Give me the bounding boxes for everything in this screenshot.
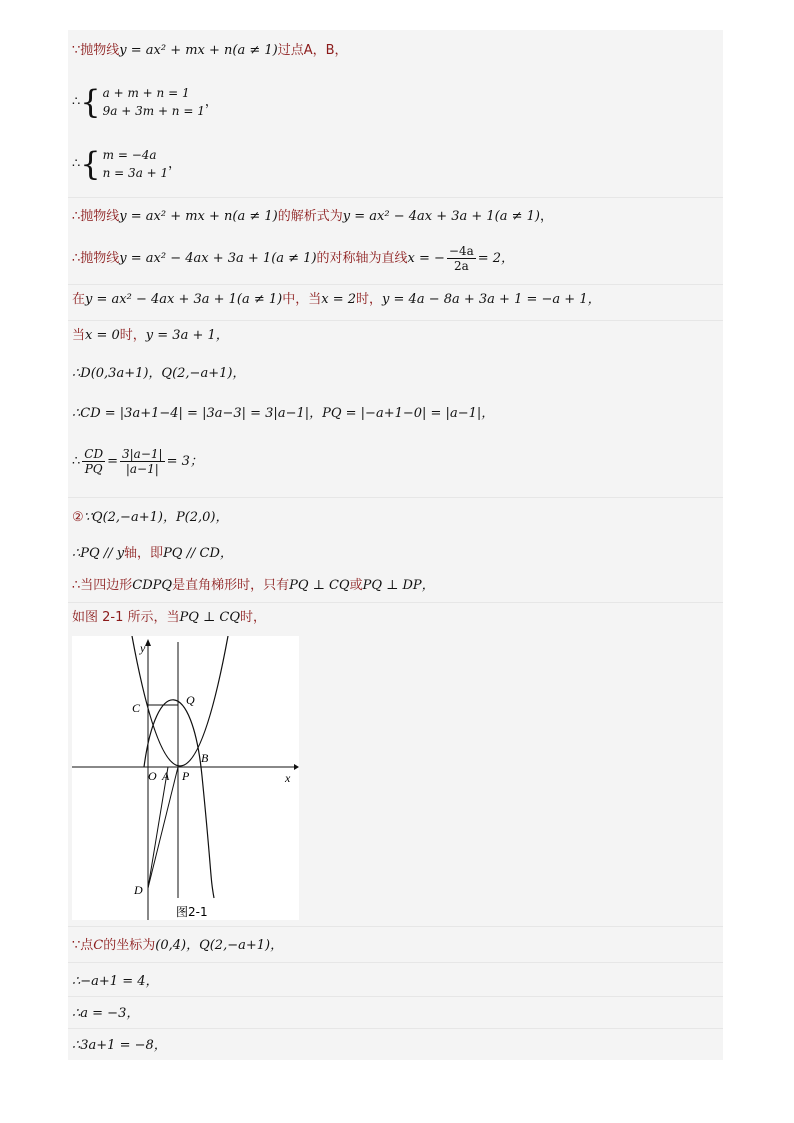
math: y = ax² − 4ax + 3a + 1(a ≠ 1) (342, 209, 540, 224)
line-6 (72, 291, 601, 309)
fraction-cd-pq (82, 447, 105, 476)
math: y = ax² − 4ax + 3a + 1(a ≠ 1) (119, 251, 317, 266)
math-C: C (93, 938, 104, 953)
math: ∴−a+1 = 4， (72, 974, 159, 989)
segment-DA (148, 767, 168, 888)
label-D: D (134, 883, 143, 897)
text: 时， (240, 610, 267, 625)
text: 的解析式为 (277, 209, 343, 224)
label-C: C (132, 701, 141, 715)
math: = 2， (477, 251, 515, 266)
line-10-ratio (72, 447, 203, 476)
text: 在 (72, 292, 86, 307)
equation-2: 9a + 3m + n = 1 (102, 104, 205, 118)
math: y = 3a + 1， (145, 328, 229, 343)
line-17 (72, 1005, 139, 1023)
comma: ， (540, 209, 554, 224)
label-B: B (201, 751, 209, 765)
label-P: P (182, 769, 190, 783)
line-4 (72, 208, 553, 226)
text: 时， (356, 292, 383, 307)
divider (68, 197, 723, 198)
divider (68, 602, 723, 603)
divider (68, 926, 723, 927)
math: PQ ⊥ DP， (362, 578, 435, 593)
line-7 (72, 327, 229, 345)
equation-m: m = −4a (102, 148, 157, 162)
figure-2-1 (72, 636, 299, 920)
text: 轴，即 (124, 546, 164, 561)
divider (68, 996, 723, 997)
parabola-diagram (72, 636, 299, 920)
x-arrow-icon (294, 764, 299, 770)
math: y = ax² − 4ax + 3a + 1(a ≠ 1) (85, 292, 283, 307)
text: ∴抛物线 (72, 209, 120, 224)
text: 的坐标为 (103, 938, 156, 953)
numerator: CD (84, 447, 104, 461)
denominator: |a−1| (125, 462, 159, 476)
therefore-symbol: ∴ (72, 454, 81, 469)
math: PQ // CD， (163, 546, 233, 561)
math: = 3； (166, 454, 203, 469)
math: x = 2 (321, 292, 357, 307)
text: 是直角梯形时，只有 (172, 578, 290, 593)
text: 当 (72, 328, 86, 343)
line-11 (72, 509, 229, 527)
math: x = − (407, 251, 445, 266)
comma: ， (168, 156, 182, 172)
line-1 (72, 42, 348, 60)
line-13 (72, 577, 435, 595)
math: ∴CD = |3a+1−4| = |3a−3| = 3|a−1|，PQ = |−a+1−0| = |a−1|， (72, 406, 495, 421)
fraction (447, 244, 476, 273)
text: ∵点 (72, 938, 94, 953)
divider (68, 962, 723, 963)
math: x = 0 (85, 328, 120, 343)
line-2-system (72, 84, 218, 120)
divider (68, 320, 723, 321)
math: ∴3a+1 = −8， (72, 1038, 167, 1053)
text: 时， (119, 328, 146, 343)
equals: = (107, 454, 118, 469)
line-9-lengths (72, 405, 494, 423)
fraction-abs (120, 447, 165, 476)
y-arrow-icon (145, 639, 151, 646)
numerator: 3|a−1| (122, 447, 163, 461)
math: ∴PQ // y (72, 546, 125, 561)
text: ∴当四边形 (72, 578, 133, 593)
line-5-axis (72, 244, 514, 273)
line-8-points (72, 365, 245, 383)
math-parabola: y = ax² + mx + n(a ≠ 1) (119, 43, 278, 58)
divider (68, 497, 723, 498)
divider (68, 284, 723, 285)
line-3-system (72, 146, 181, 182)
figure-caption: 图2-1 (176, 905, 208, 919)
therefore-symbol: ∴ (72, 156, 81, 172)
label-A: A (162, 769, 170, 783)
equation-n: n = 3a + 1 (102, 166, 169, 180)
math: ∴D(0,3a+1)，Q(2,−a+1)， (72, 366, 246, 381)
math: ∴a = −3， (72, 1006, 140, 1021)
brace: { (80, 83, 101, 121)
label-O: O (148, 769, 157, 783)
label-Q: Q (186, 693, 195, 707)
brace: { (80, 145, 101, 183)
comma: ， (204, 94, 218, 110)
divider (68, 1028, 723, 1029)
math: (0,4)，Q(2,−a+1)， (155, 938, 284, 953)
math: y = ax² + mx + n(a ≠ 1) (119, 209, 278, 224)
denominator: 2a (453, 259, 469, 273)
line-14 (72, 609, 266, 627)
segment-DP (148, 767, 178, 888)
part-marker: ② (72, 510, 84, 525)
text-given-parabola: ∵抛物线 (72, 43, 120, 58)
text: ∴抛物线 (72, 251, 120, 266)
text: 或 (349, 578, 363, 593)
label-x: x (285, 771, 291, 785)
math: y = 4a − 8a + 3a + 1 = −a + 1， (382, 292, 601, 307)
label-y: y (140, 641, 146, 655)
denominator: PQ (84, 462, 103, 476)
math: CDPQ (132, 578, 173, 593)
therefore-symbol: ∴ (72, 94, 81, 110)
line-12 (72, 545, 233, 563)
line-18 (72, 1037, 167, 1055)
text: 中，当 (282, 292, 322, 307)
math: ∵Q(2,−a+1)，P(2,0)， (83, 510, 229, 525)
line-16 (72, 973, 159, 991)
equation-1: a + m + n = 1 (102, 86, 190, 100)
parabola-upward (132, 636, 228, 766)
text: 如图 2-1 所示，当 (72, 610, 180, 625)
numerator: −4a (448, 244, 474, 258)
text-through-points: 过点A，B， (277, 43, 348, 58)
text: 的对称轴为直线 (316, 251, 408, 266)
line-15 (72, 937, 283, 955)
math: PQ ⊥ CQ (289, 578, 350, 593)
math: PQ ⊥ CQ (179, 610, 240, 625)
